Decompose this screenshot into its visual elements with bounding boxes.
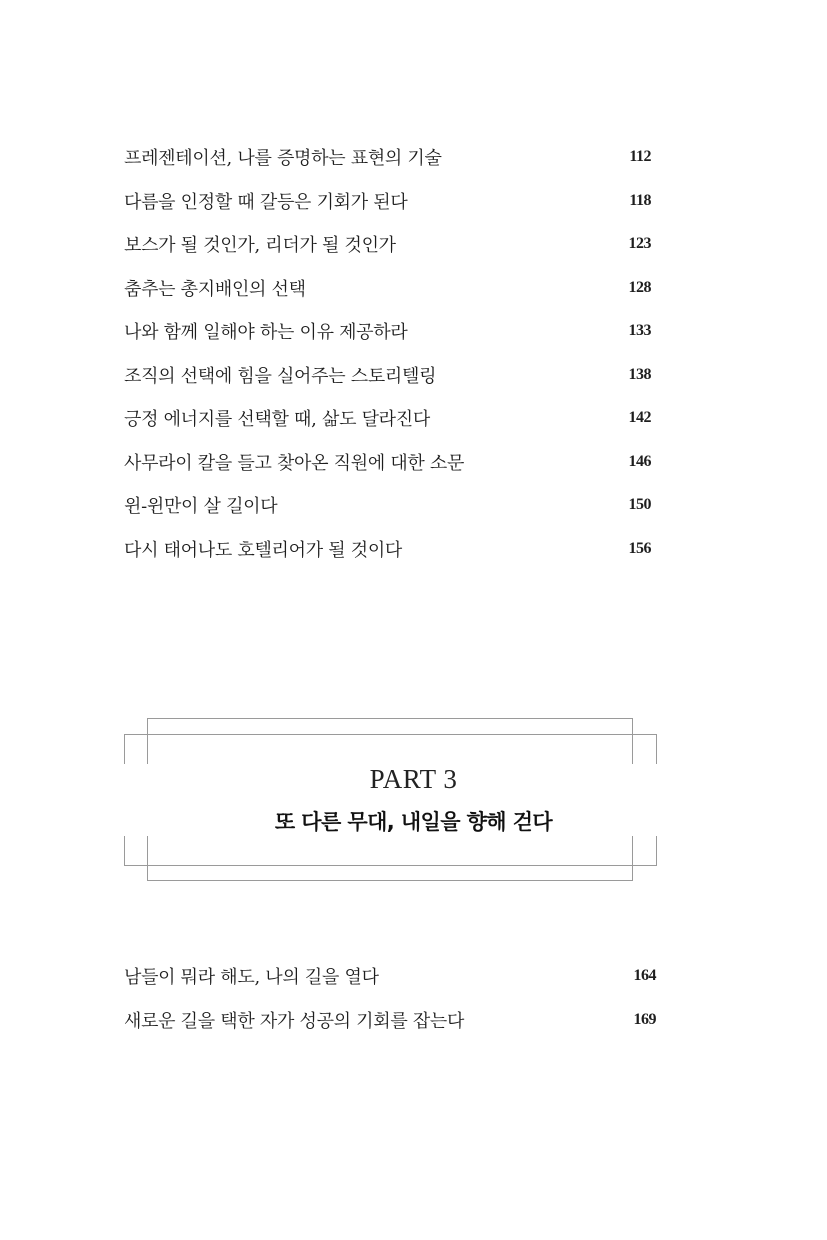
toc-entry-title: 남들이 뭐라 해도, 나의 길을 열다: [124, 967, 379, 988]
toc-entry-title: 사무라이 칼을 들고 찾아온 직원에 대한 소문: [124, 453, 465, 474]
toc-entry[interactable]: [124, 186, 651, 216]
toc-entry[interactable]: [124, 490, 651, 520]
toc-entry[interactable]: [124, 360, 651, 390]
frame-border: [147, 880, 633, 881]
toc-entry-title: 새로운 길을 택한 자가 성공의 기회를 잡는다: [124, 1011, 465, 1032]
frame-border: [656, 836, 657, 866]
toc-entry[interactable]: [124, 316, 651, 346]
toc-entry-page: 142: [628, 409, 651, 426]
frame-border: [147, 718, 633, 719]
toc-entry[interactable]: [124, 961, 656, 991]
part-title: 또 다른 무대, 내일을 향해 걷다: [274, 810, 553, 834]
part-label: PART 3: [369, 764, 458, 794]
toc-entry[interactable]: [124, 142, 651, 172]
frame-border: [632, 718, 633, 764]
frame-border: [147, 836, 148, 881]
toc-entry-title: 긍정 에너지를 선택할 때, 삶도 달라진다: [124, 409, 430, 430]
toc-entry-page: 118: [629, 192, 651, 209]
frame-border: [124, 734, 657, 735]
toc-entry-page: 138: [628, 366, 651, 383]
toc-entry-page: 156: [628, 540, 651, 557]
toc-entry-page: 146: [628, 453, 651, 470]
frame-border: [147, 718, 148, 764]
toc-entry[interactable]: [124, 403, 651, 433]
frame-border: [124, 836, 125, 866]
frame-border: [656, 734, 657, 764]
toc-entry[interactable]: [124, 273, 651, 303]
frame-border: [632, 836, 633, 881]
toc-entry[interactable]: [124, 447, 651, 477]
toc-entry-title: 춤추는 총지배인의 선택: [124, 279, 306, 300]
toc-entry-page: 128: [628, 279, 651, 296]
toc-entry-page: 133: [628, 322, 651, 339]
toc-entry-title: 윈-윈만이 살 길이다: [124, 496, 278, 517]
toc-entry[interactable]: [124, 229, 651, 259]
toc-entry-title: 나와 함께 일해야 하는 이유 제공하라: [124, 322, 408, 343]
toc-entry-title: 프레젠테이션, 나를 증명하는 표현의 기술: [124, 148, 442, 169]
toc-entry-title: 다시 태어나도 호텔리어가 될 것이다: [124, 540, 403, 561]
frame-border: [124, 734, 125, 764]
toc-entry-title: 다름을 인정할 때 갈등은 기회가 된다: [124, 192, 408, 213]
toc-entry-page: 150: [628, 496, 651, 513]
frame-border: [124, 865, 657, 866]
toc-entry-page: 164: [633, 967, 656, 984]
toc-entry-page: 112: [629, 148, 651, 165]
toc-entry[interactable]: [124, 534, 651, 564]
toc-entry-title: 보스가 될 것인가, 리더가 될 것인가: [124, 235, 396, 256]
toc-entry-page: 169: [633, 1011, 656, 1028]
toc-entry-page: 123: [628, 235, 651, 252]
toc-entry[interactable]: [124, 1005, 656, 1035]
toc-entry-title: 조직의 선택에 힘을 실어주는 스토리텔링: [124, 366, 437, 387]
